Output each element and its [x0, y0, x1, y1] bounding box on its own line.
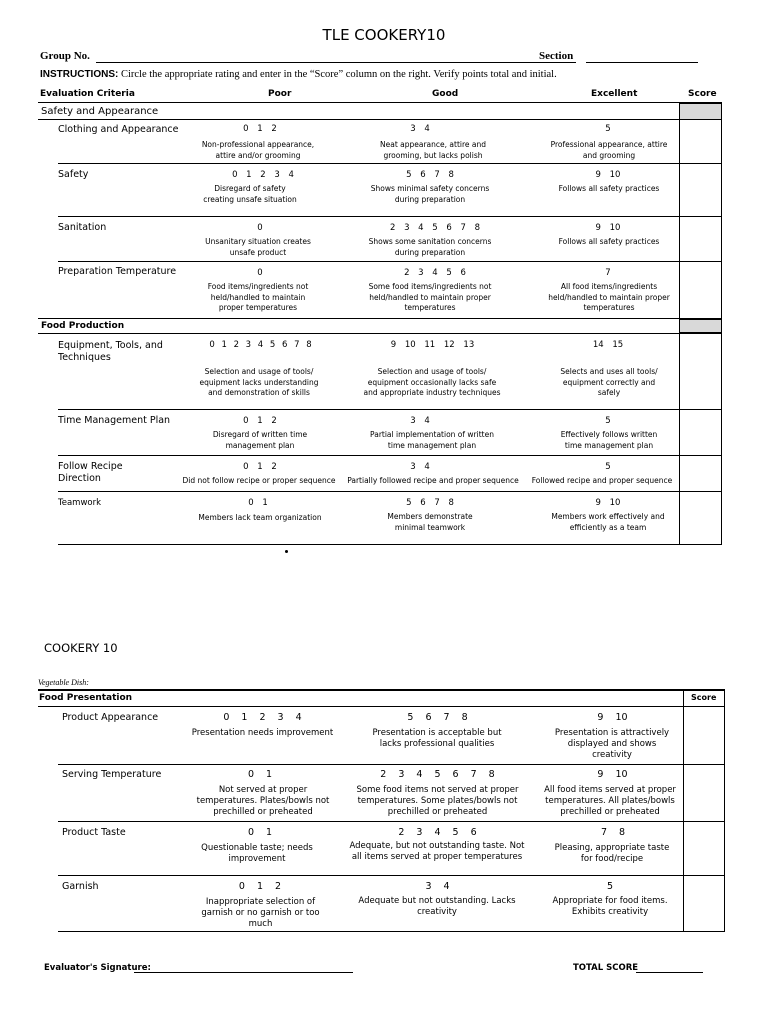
good-rating[interactable]: 5 6 7 8 — [407, 712, 468, 723]
good-rating[interactable]: 5 6 7 8 — [406, 498, 454, 508]
group-line — [40, 50, 700, 66]
excellent-rating[interactable]: 7 8 — [600, 827, 626, 838]
instructions-label: INSTRUCTIONS: — [40, 69, 119, 80]
divider — [58, 491, 679, 492]
row-label-product-taste: Product Taste — [62, 827, 126, 838]
excellent-rating[interactable]: 14 15 — [592, 340, 624, 350]
excellent-description: Follows all safety practices — [558, 237, 660, 246]
good-rating[interactable]: 2 3 4 5 6 — [398, 827, 477, 838]
excellent-description: Presentation is attractively displayed and shows creativity — [554, 728, 670, 760]
row-label-time-management: Time Management Plan — [58, 415, 171, 426]
poor-description: Inappropriate selection of garnish or no garnish or too much — [201, 897, 320, 929]
row-label-serving-temp: Serving Temperature — [62, 769, 162, 780]
excellent-description: Members work effectively and efficiently as a team — [551, 512, 665, 532]
total-score-line[interactable] — [636, 972, 703, 973]
divider — [679, 261, 722, 262]
divider — [58, 261, 679, 262]
divider — [58, 409, 679, 410]
vegetable-dish-label: Vegetable Dish: — [38, 678, 89, 687]
divider — [38, 102, 722, 103]
good-rating[interactable]: 5 6 7 8 — [406, 170, 454, 180]
evaluator-signature-label: Evaluator's Signature: — [44, 963, 151, 973]
good-description: Partial implementation of written time management plan — [370, 430, 494, 450]
group-input-line[interactable] — [96, 62, 576, 63]
excellent-rating[interactable]: 5 — [606, 881, 614, 892]
divider — [679, 216, 722, 217]
good-description: Adequate, but not outstanding taste. Not all items served at proper temperatures — [349, 841, 525, 862]
divider — [679, 491, 722, 492]
section-safety-appearance: Safety and Appearance — [41, 106, 159, 117]
poor-rating[interactable]: 0 — [257, 223, 263, 233]
excellent-rating[interactable]: 9 10 — [597, 769, 628, 780]
row-label-clothing: Clothing and Appearance — [58, 124, 179, 135]
excellent-rating[interactable]: 5 — [605, 124, 611, 134]
good-rating[interactable]: 3 4 — [425, 881, 450, 892]
good-description: Some food items/ingredients not held/handled to maintain proper temperatures — [368, 282, 492, 312]
poor-description: Presentation needs improvement — [191, 728, 334, 738]
divider — [38, 318, 722, 319]
header-score-2: Score — [691, 693, 717, 702]
divider — [38, 333, 722, 334]
excellent-rating[interactable]: 7 — [605, 268, 611, 278]
poor-description: Non-professional appearance, attire and/or grooming — [201, 140, 315, 160]
poor-description: Questionable taste; needs improvement — [201, 843, 313, 864]
excellent-description: Professional appearance, attire and grooming — [550, 140, 668, 160]
excellent-rating[interactable]: 9 10 — [595, 170, 621, 180]
good-description: Presentation is acceptable but lacks professional qualities — [372, 728, 502, 749]
poor-rating[interactable]: 0 — [257, 268, 263, 278]
score-shade — [679, 103, 722, 120]
row-label-garnish: Garnish — [62, 881, 99, 892]
poor-rating[interactable]: 0 1 — [248, 498, 268, 508]
divider — [38, 689, 725, 691]
excellent-description: Pleasing, appropriate taste for food/recipe — [554, 843, 670, 864]
poor-description: Unsanitary situation creates unsafe product — [205, 237, 311, 257]
poor-description: Selection and usage of tools/ equipment lacks understanding and demonstration of skills — [199, 367, 319, 397]
poor-description: Disregard of written time management plan — [212, 430, 308, 450]
poor-rating[interactable]: 0 1 2 — [243, 416, 277, 426]
excellent-description: Appropriate for food items. Exhibits creativity — [552, 896, 668, 917]
good-description: Members demonstrate minimal teamwork — [387, 512, 473, 532]
header-good: Good — [432, 89, 459, 99]
section-label: Section — [539, 50, 574, 62]
good-description: Some food items not served at proper temperatures. Some plates/bowls not prechilled or preheated — [356, 785, 519, 817]
poor-rating[interactable]: 0 1 — [247, 769, 273, 780]
row-label-sanitation: Sanitation — [58, 222, 107, 233]
divider — [58, 216, 679, 217]
group-label: Group No. — [40, 50, 90, 62]
excellent-rating[interactable]: 9 10 — [595, 223, 621, 233]
header-score: Score — [688, 89, 717, 99]
poor-description: Disregard of safety creating unsafe situation — [203, 184, 297, 204]
instructions — [40, 69, 557, 80]
divider — [679, 455, 722, 456]
row-label-safety: Safety — [58, 169, 89, 180]
header-criteria: Evaluation Criteria — [40, 89, 135, 99]
poor-description: Members lack team organization — [198, 513, 322, 522]
good-rating[interactable]: 2 3 4 5 6 7 8 — [389, 223, 481, 233]
poor-rating[interactable]: 0 1 2 — [243, 462, 277, 472]
poor-description: Food items/ingredients not held/handled to maintain proper temperatures — [207, 282, 309, 312]
score-shade — [679, 319, 722, 333]
poor-rating[interactable]: 0 1 2 — [238, 881, 282, 892]
divider — [58, 875, 725, 876]
row-label-equipment: Equipment, Tools, and Techniques — [58, 340, 163, 363]
good-rating[interactable]: 9 10 11 12 13 — [390, 340, 475, 350]
row-label-teamwork: Teamwork — [58, 498, 102, 508]
section-food-production: Food Production — [41, 321, 125, 331]
good-description: Adequate but not outstanding. Lacks creativity — [358, 896, 516, 917]
stray-dot — [285, 550, 288, 553]
excellent-description: Selects and uses all tools/ equipment correctly and safely — [560, 367, 658, 397]
good-rating[interactable]: 3 4 — [410, 124, 430, 134]
excellent-description: Followed recipe and proper sequence — [531, 476, 673, 485]
excellent-description: All food items/ingredients held/handled to maintain proper temperatures — [548, 282, 670, 312]
score-column-border — [683, 689, 684, 931]
divider — [679, 409, 722, 410]
evaluator-signature-line[interactable] — [134, 972, 353, 973]
good-rating[interactable]: 3 4 — [410, 416, 430, 426]
header-excellent: Excellent — [591, 89, 638, 99]
poor-rating[interactable]: 0 1 2 3 4 5 6 7 8 — [209, 340, 312, 350]
poor-description: Did not follow recipe or proper sequence — [182, 476, 336, 485]
good-description: Shows minimal safety concerns during preparation — [370, 184, 490, 204]
good-rating[interactable]: 2 3 4 5 6 — [404, 268, 466, 278]
table-right-border — [724, 689, 725, 931]
page-title: TLE COOKERY10 — [322, 26, 446, 44]
divider — [38, 119, 722, 120]
divider — [38, 706, 725, 707]
total-score-label: TOTAL SCORE — [573, 963, 639, 973]
good-description: Neat appearance, attire and grooming, but lacks polish — [380, 140, 486, 160]
good-description: Selection and usage of tools/ equipment occasionally lacks safe and appropriate industry techniques — [363, 367, 501, 397]
divider — [58, 931, 725, 932]
excellent-description: Effectively follows written time management plan — [560, 430, 658, 450]
row-label-product-appearance: Product Appearance — [62, 712, 159, 723]
row-label-follow-recipe: Follow Recipe Direction — [58, 461, 123, 484]
divider — [58, 764, 725, 765]
excellent-description: Follows all safety practices — [558, 184, 660, 193]
row-label-prep-temp: Preparation Temperature — [58, 266, 177, 277]
divider — [58, 455, 679, 456]
divider — [58, 544, 722, 545]
instructions-text: Circle the appropriate rating and enter in the “Score” column on the right. Verify points total and initial. — [120, 69, 557, 80]
divider — [58, 821, 725, 822]
excellent-rating[interactable]: 5 — [605, 416, 611, 426]
poor-description: Not served at proper temperatures. Plates/bowls not prechilled or preheated — [196, 785, 330, 817]
good-description: Partially followed recipe and proper sequence — [347, 476, 519, 485]
poor-rating[interactable]: 0 1 2 — [243, 124, 277, 134]
good-description: Shows some sanitation concerns during preparation — [368, 237, 492, 257]
poor-rating[interactable]: 0 1 2 3 4 — [223, 712, 302, 723]
divider — [679, 163, 722, 164]
good-rating[interactable]: 2 3 4 5 6 7 8 — [380, 769, 495, 780]
page2-title: COOKERY 10 — [44, 641, 118, 655]
excellent-rating[interactable]: 9 10 — [597, 712, 628, 723]
section-food-presentation: Food Presentation — [39, 693, 133, 703]
section-input-line[interactable] — [586, 62, 698, 63]
poor-rating[interactable]: 0 1 — [247, 827, 273, 838]
good-rating[interactable]: 3 4 — [410, 462, 430, 472]
excellent-rating[interactable]: 5 — [605, 462, 611, 472]
header-poor: Poor — [268, 89, 292, 99]
excellent-description: All food items served at proper temperatures. All plates/bowls prechilled or preheated — [544, 785, 676, 817]
excellent-rating[interactable]: 9 10 — [595, 498, 621, 508]
divider — [58, 163, 679, 164]
poor-rating[interactable]: 0 1 2 3 4 — [232, 170, 294, 180]
